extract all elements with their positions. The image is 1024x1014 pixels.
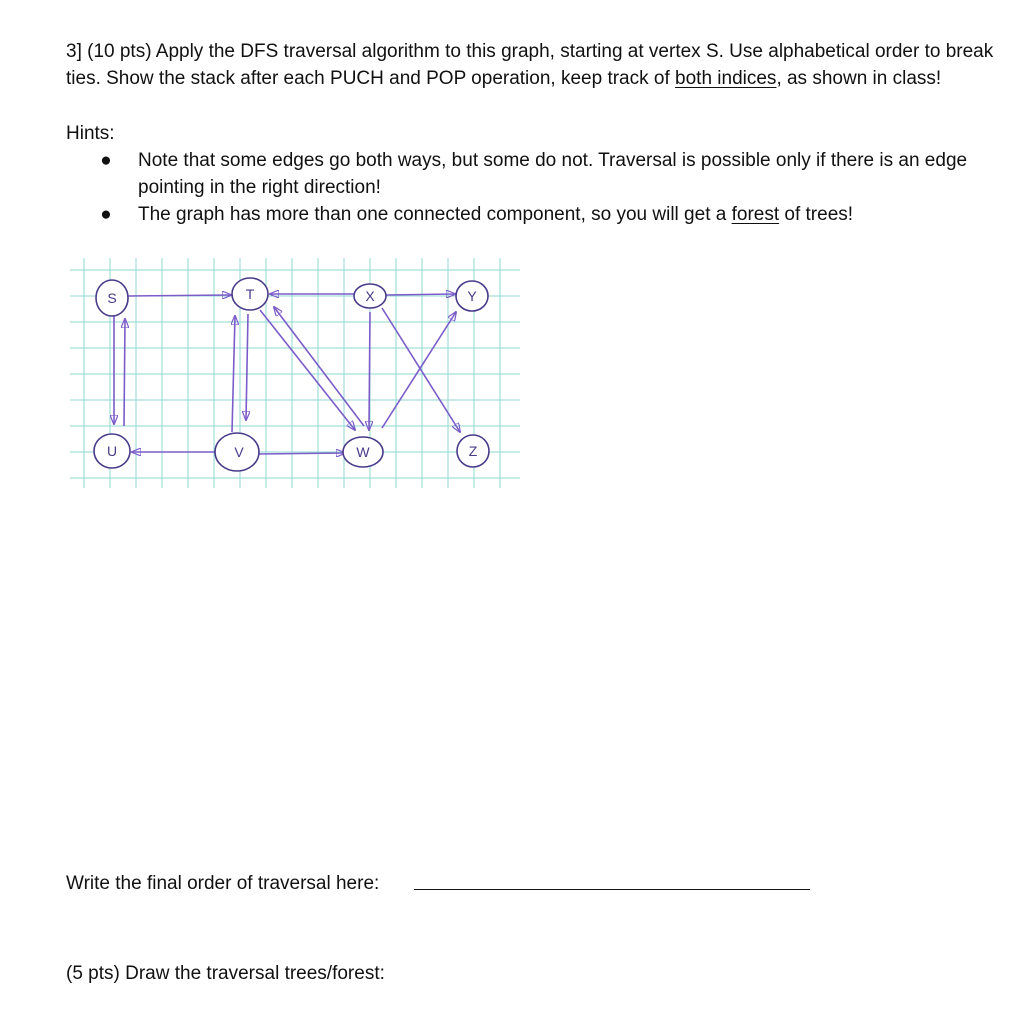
edge-v-w (258, 453, 345, 454)
vertex-w (343, 437, 383, 467)
vertex-label: T (245, 286, 255, 302)
hint-item (96, 201, 1006, 228)
vertex-s (96, 280, 128, 316)
edge-s-t (126, 295, 231, 296)
edge-x-y (386, 294, 455, 295)
edge-u-s (124, 319, 125, 426)
vertex-label: S (107, 290, 117, 306)
vertex-label: Y (467, 288, 477, 304)
edge-t-w (260, 310, 355, 430)
vertex-y (456, 281, 488, 311)
hint-prefix: The graph has more than one connected component, so you will get a (138, 204, 732, 225)
vertex-label: V (234, 444, 244, 460)
final-order-answer-line[interactable] (414, 889, 810, 890)
vertex-z (457, 435, 489, 467)
draw-trees-label: (5 pts) Draw the traversal trees/forest: (66, 963, 385, 984)
edge-w-y (382, 312, 456, 428)
final-order-label: Write the final order of traversal here: (66, 873, 380, 894)
vertex-v (215, 433, 259, 471)
hints-label: Hints: (66, 123, 115, 144)
hint-suffix: of trees! (779, 204, 854, 225)
hint-underlined: forest (731, 204, 780, 225)
vertex-label: W (356, 444, 370, 460)
edge-x-w (369, 312, 370, 430)
hints-list (96, 147, 1006, 228)
question-prefix: 3] (10 pts) Apply the DFS traversal algorithm to this graph, starting at vertex S. Use alphabetical order to break ties. Show the stack after each PUCH and POP operation, keep track of (66, 41, 994, 89)
edge-w-t (274, 307, 364, 426)
vertex-u (94, 434, 130, 468)
question-text (66, 38, 1006, 92)
hint-text: Note that some edges go both ways, but some do not. Traversal is possible only if there is an edge pointing in the right direction! (138, 150, 968, 198)
vertex-t (232, 278, 268, 310)
vertex-x (354, 284, 386, 308)
graph-figure (62, 252, 522, 494)
hint-item (96, 147, 1006, 201)
question-suffix: , as shown in class! (776, 68, 942, 89)
question-underlined: both indices (675, 68, 777, 89)
vertex-label: X (365, 288, 375, 304)
vertex-label: U (106, 443, 118, 459)
bullet-icon: ● (100, 150, 112, 171)
vertex-label: Z (468, 443, 478, 459)
edge-t-v (246, 314, 248, 420)
bullet-icon: ● (100, 204, 112, 225)
